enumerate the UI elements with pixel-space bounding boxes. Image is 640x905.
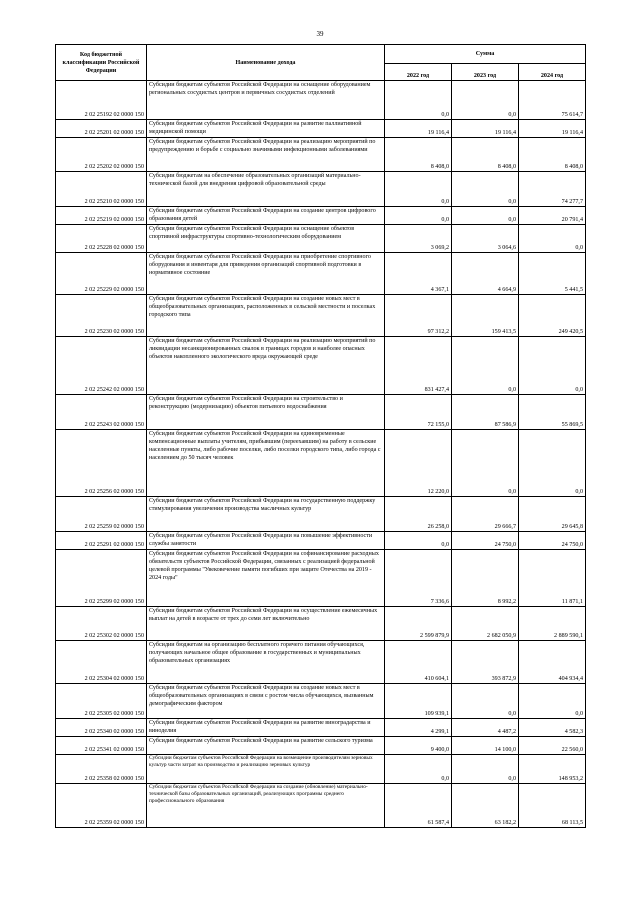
table-row (56, 337, 586, 395)
budget-code-cell: 2 02 25291 02 0000 150 (56, 532, 147, 550)
table-row (56, 253, 586, 295)
budget-code-cell: 2 02 25210 02 0000 150 (56, 172, 147, 207)
revenue-table (55, 44, 586, 828)
amount-2023-cell: 29 666,7 (452, 497, 519, 532)
amount-2024-cell: 404 934,4 (519, 641, 586, 684)
amount-2023-cell: 0,0 (452, 755, 519, 784)
amount-2022-cell: 19 116,4 (385, 120, 452, 138)
budget-code-cell: 2 02 25230 02 0000 150 (56, 295, 147, 337)
header-code: Код бюджетной классификации Российской Федерации (56, 45, 147, 81)
amount-2022-cell: 3 069,2 (385, 225, 452, 253)
amount-2023-cell: 0,0 (452, 207, 519, 225)
amount-2024-cell: 55 869,5 (519, 395, 586, 430)
table-row (56, 641, 586, 684)
header-name: Наименование дохода (147, 45, 385, 81)
header-sum: Сумма (385, 45, 586, 64)
amount-2023-cell: 159 413,5 (452, 295, 519, 337)
budget-code-cell: 2 02 25229 02 0000 150 (56, 253, 147, 295)
amount-2022-cell: 831 427,4 (385, 337, 452, 395)
amount-2023-cell: 8 408,0 (452, 138, 519, 172)
income-name-cell: Субсидии бюджетам субъектов Российской Федерации на государственную поддержку стимулирования увеличения производства масличных культур (147, 497, 385, 532)
amount-2023-cell: 4 487,2 (452, 719, 519, 737)
amount-2023-cell: 24 750,0 (452, 532, 519, 550)
table-row (56, 295, 586, 337)
amount-2022-cell: 0,0 (385, 755, 452, 784)
income-name-cell: Субсидии бюджетам субъектов Российской Федерации на развитие паллиативной медицинской помощи (147, 120, 385, 138)
table-row (56, 172, 586, 207)
amount-2023-cell: 87 586,9 (452, 395, 519, 430)
table-row (56, 784, 586, 828)
budget-code-cell: 2 02 25341 02 0000 150 (56, 737, 147, 755)
income-name-cell: Субсидии бюджетам субъектов Российской Федерации на создание новых мест в общеобразовательных организациях в связи с ростом числа обучающихся, вызванным демографическим фактором (147, 684, 385, 719)
table-row (56, 607, 586, 641)
amount-2022-cell: 12 220,0 (385, 430, 452, 497)
amount-2024-cell: 4 582,3 (519, 719, 586, 737)
amount-2022-cell: 7 336,6 (385, 550, 452, 607)
amount-2022-cell: 0,0 (385, 81, 452, 120)
table-row (56, 430, 586, 497)
amount-2024-cell: 19 116,4 (519, 120, 586, 138)
table-row (56, 684, 586, 719)
income-name-cell: Субсидии бюджетам субъектов Российской Федерации на реализацию мероприятий по предупреждению и борьбе с социально значимыми инфекционными заболеваниями (147, 138, 385, 172)
income-name-cell: Субсидии бюджетам субъектов Российской Федерации на осуществление ежемесячных выплат на детей в возрасте от трех до семи лет включительно (147, 607, 385, 641)
budget-code-cell: 2 02 25302 02 0000 150 (56, 607, 147, 641)
header-year-2024: 2024 год (519, 64, 586, 81)
amount-2022-cell: 26 258,0 (385, 497, 452, 532)
amount-2022-cell: 9 400,0 (385, 737, 452, 755)
budget-code-cell: 2 02 25304 02 0000 150 (56, 641, 147, 684)
table-row (56, 207, 586, 225)
budget-code-cell: 2 02 25192 02 0000 150 (56, 81, 147, 120)
amount-2024-cell: 20 791,4 (519, 207, 586, 225)
budget-code-cell: 2 02 25259 02 0000 150 (56, 497, 147, 532)
income-name-cell: Субсидии бюджетам субъектов Российской Федерации на единовременные компенсационные выплаты учителям, прибывшим (переехавшим) на работу в сельские населенные пункты, либо рабочие поселки, либо поселки городского типа, либо города с населением до 50 тысяч человек (147, 430, 385, 497)
budget-code-cell: 2 02 25202 02 0000 150 (56, 138, 147, 172)
amount-2023-cell: 393 872,9 (452, 641, 519, 684)
header-year-2022: 2022 год (385, 64, 452, 81)
budget-code-cell: 2 02 25340 02 0000 150 (56, 719, 147, 737)
amount-2024-cell: 2 889 590,1 (519, 607, 586, 641)
amount-2024-cell: 29 645,8 (519, 497, 586, 532)
budget-code-cell: 2 02 25201 02 0000 150 (56, 120, 147, 138)
header-year-2023: 2023 год (452, 64, 519, 81)
income-name-cell: Субсидии бюджетам субъектов Российской Федерации на оснащение объектов спортивной инфраструктуры спортивно-технологическим оборудованием (147, 225, 385, 253)
budget-code-cell: 2 02 25305 02 0000 150 (56, 684, 147, 719)
amount-2024-cell: 74 277,7 (519, 172, 586, 207)
amount-2024-cell: 68 113,5 (519, 784, 586, 828)
amount-2023-cell: 19 116,4 (452, 120, 519, 138)
amount-2023-cell: 63 182,2 (452, 784, 519, 828)
amount-2024-cell: 0,0 (519, 684, 586, 719)
amount-2022-cell: 410 604,1 (385, 641, 452, 684)
budget-code-cell: 2 02 25228 02 0000 150 (56, 225, 147, 253)
table-row (56, 755, 586, 784)
amount-2024-cell: 0,0 (519, 430, 586, 497)
income-name-cell: Субсидии бюджетам субъектов Российской Федерации на повышение эффективности службы занятости (147, 532, 385, 550)
table-row (56, 497, 586, 532)
table-row (56, 120, 586, 138)
income-name-cell: Субсидии бюджетам субъектов Российской Федерации на создание центров цифрового образования детей (147, 207, 385, 225)
table-row (56, 719, 586, 737)
amount-2022-cell: 0,0 (385, 172, 452, 207)
amount-2022-cell: 8 408,0 (385, 138, 452, 172)
amount-2024-cell: 5 441,5 (519, 253, 586, 295)
budget-code-cell: 2 02 25256 02 0000 150 (56, 430, 147, 497)
budget-code-cell: 2 02 25219 02 0000 150 (56, 207, 147, 225)
income-name-cell: Субсидии бюджетам субъектов Российской Федерации на реализацию мероприятий по ликвидации несанкционированных свалок в границах городов и наиболее опасных объектов накопленного экологического вреда окружающей среде (147, 337, 385, 395)
table-row (56, 395, 586, 430)
amount-2023-cell: 0,0 (452, 172, 519, 207)
amount-2024-cell: 24 750,0 (519, 532, 586, 550)
budget-code-cell: 2 02 25358 02 0000 150 (56, 755, 147, 784)
budget-code-cell: 2 02 25242 02 0000 150 (56, 337, 147, 395)
amount-2024-cell: 249 420,5 (519, 295, 586, 337)
amount-2024-cell: 75 614,7 (519, 81, 586, 120)
amount-2022-cell: 4 367,1 (385, 253, 452, 295)
income-name-cell: Субсидии бюджетам на организацию бесплатного горячего питания обучающихся, получающих начальное общее образование в государственных и муниципальных образовательных организациях (147, 641, 385, 684)
budget-code-cell: 2 02 25359 02 0000 150 (56, 784, 147, 828)
income-name-cell: Субсидии бюджетам субъектов Российской Федерации на создание новых мест в общеобразовательных организациях, расположенных в сельской местности и поселках городского типа (147, 295, 385, 337)
income-name-cell: Субсидии бюджетам субъектов Российской Федерации на создание (обновление) материально-технической базы образовательных организаций, реализующих программы среднего профессионального образования (147, 784, 385, 828)
amount-2024-cell: 148 953,2 (519, 755, 586, 784)
table-row (56, 532, 586, 550)
amount-2022-cell: 0,0 (385, 207, 452, 225)
amount-2022-cell: 72 155,0 (385, 395, 452, 430)
income-name-cell: Субсидии бюджетам субъектов Российской Федерации на возмещение производителям зерновых культур части затрат на производство и реализацию зерновых культур (147, 755, 385, 784)
table-row (56, 737, 586, 755)
amount-2023-cell: 8 992,2 (452, 550, 519, 607)
page-number: 39 (316, 30, 324, 38)
income-name-cell: Субсидии бюджетам субъектов Российской Федерации на развитие сельского туризма (147, 737, 385, 755)
table-row (56, 81, 586, 120)
amount-2023-cell: 3 064,6 (452, 225, 519, 253)
income-name-cell: Субсидии бюджетам субъектов Российской Федерации на строительство и реконструкцию (модернизацию) объектов питьевого водоснабжения (147, 395, 385, 430)
amount-2022-cell: 109 939,1 (385, 684, 452, 719)
amount-2024-cell: 22 560,0 (519, 737, 586, 755)
amount-2023-cell: 0,0 (452, 81, 519, 120)
amount-2022-cell: 2 599 879,9 (385, 607, 452, 641)
amount-2024-cell: 0,0 (519, 337, 586, 395)
budget-code-cell: 2 02 25243 02 0000 150 (56, 395, 147, 430)
amount-2022-cell: 97 312,2 (385, 295, 452, 337)
income-name-cell: Субсидии бюджетам субъектов Российской Федерации на развитие виноградарства и виноделия (147, 719, 385, 737)
table-row (56, 550, 586, 607)
amount-2023-cell: 4 664,9 (452, 253, 519, 295)
table-row (56, 225, 586, 253)
amount-2022-cell: 0,0 (385, 532, 452, 550)
amount-2023-cell: 0,0 (452, 337, 519, 395)
amount-2023-cell: 2 682 050,9 (452, 607, 519, 641)
income-name-cell: Субсидии бюджетам на обеспечение образовательных организаций материально-технической базой для внедрения цифровой образовательной среды (147, 172, 385, 207)
table-row (56, 138, 586, 172)
income-name-cell: Субсидии бюджетам субъектов Российской Федерации на приобретение спортивного оборудования и инвентаря для приведения организаций спортивной подготовки в нормативное состояние (147, 253, 385, 295)
amount-2022-cell: 4 299,1 (385, 719, 452, 737)
amount-2023-cell: 0,0 (452, 684, 519, 719)
amount-2024-cell: 11 871,1 (519, 550, 586, 607)
amount-2024-cell: 8 408,0 (519, 138, 586, 172)
income-name-cell: Субсидии бюджетам субъектов Российской Федерации на оснащение оборудованием региональных сосудистых центров и первичных сосудистых отделений (147, 81, 385, 120)
amount-2023-cell: 0,0 (452, 430, 519, 497)
income-name-cell: Субсидии бюджетам субъектов Российской Федерации на софинансирование расходных обязательств субъектов Российской Федерации, связанных с реализацией федеральной целевой программы "Увековечение памяти погибших при защите Отечества на 2019 - 2024 годы" (147, 550, 385, 607)
amount-2024-cell: 0,0 (519, 225, 586, 253)
budget-code-cell: 2 02 25299 02 0000 150 (56, 550, 147, 607)
amount-2023-cell: 14 100,0 (452, 737, 519, 755)
amount-2022-cell: 61 587,4 (385, 784, 452, 828)
